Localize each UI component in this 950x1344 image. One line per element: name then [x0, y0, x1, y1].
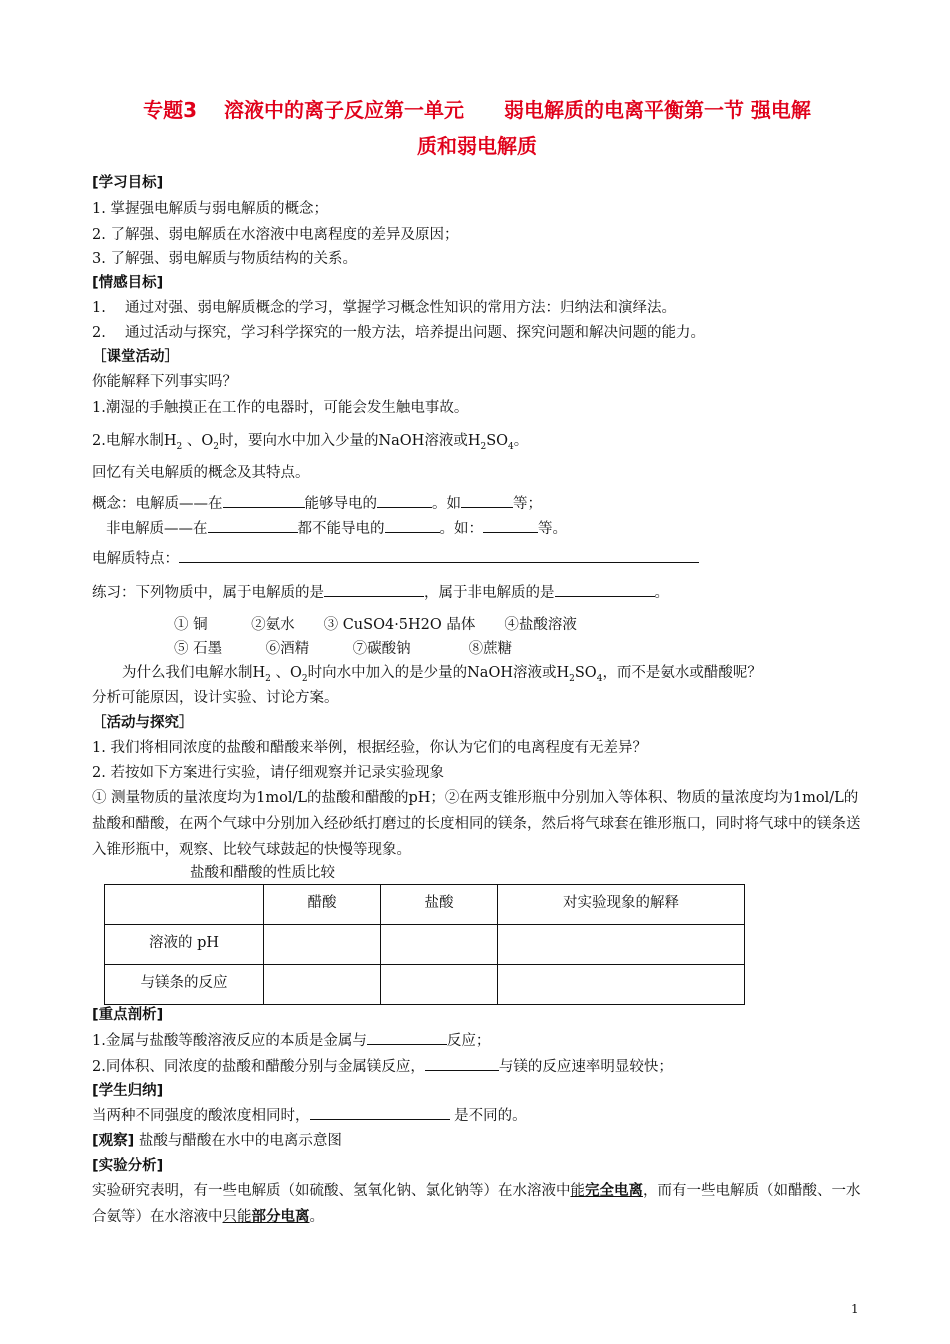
- goal-item-1: 1. 掌握强电解质与弱电解质的概念；: [92, 201, 328, 217]
- page-title: 专题3 溶液中的离子反应第一单元 弱电解质的电离平衡第一节 强电解: [143, 98, 811, 122]
- observe-line: [观察] 盐酸与醋酸在水中的电离示意图: [92, 1133, 342, 1149]
- table-header-row: [105, 885, 745, 925]
- summary-text: 当两种不同强度的酸浓度相同时， 是不同的。: [92, 1105, 527, 1127]
- page-number: 1: [851, 1302, 859, 1316]
- blank-faster-acid[interactable]: [425, 1056, 499, 1071]
- blank-substance[interactable]: [377, 493, 432, 508]
- substances-row-1: ① 铜 ②氨水 ③ CuSO4·5H2O 晶体 ④盐酸溶液: [174, 617, 577, 633]
- row-label-ph: 溶液的 pH: [105, 925, 264, 965]
- why-question: 为什么我们电解水制$H_2$ 、$O_2$时向水中加入的是少量的NaOH溶液或$H_2SO_4$，而不是氨水或醋酸呢？: [122, 665, 762, 684]
- emotion-item-1: 1. 通过对强、弱电解质概念的学习，掌握学习概念性知识的常用方法：归纳法和演绎法。: [92, 300, 676, 316]
- key-heading: [重点剖析]: [92, 1007, 164, 1023]
- blank-react-with[interactable]: [367, 1030, 447, 1045]
- cell-hcl-ph[interactable]: [381, 925, 498, 965]
- blank-condition[interactable]: [223, 493, 305, 508]
- exercise: 练习：下列物质中，属于电解质的是 ，属于非电解质的是 。: [92, 582, 669, 604]
- classroom-question: 你能解释下列事实吗？: [92, 374, 237, 390]
- cell-acetic-mg[interactable]: [264, 965, 381, 1005]
- blank-condition-2[interactable]: [208, 518, 298, 533]
- analyze-text: 分析可能原因，设计实验、讨论方案。: [92, 690, 339, 706]
- activity-heading: ［活动与探究］: [92, 715, 194, 731]
- emotion-item-2: 2. 通过活动与探究，学习科学探究的一般方法，培养提出问题、探究问题和解决问题的能力。: [92, 325, 705, 341]
- comparison-table: [104, 884, 745, 1005]
- goal-item-3: 3. 了解强、弱电解质与物质结构的关系。: [92, 251, 357, 267]
- complete-ionization: 完全电离: [585, 1182, 643, 1199]
- blank-feature[interactable]: [179, 548, 699, 563]
- table-header-hcl: 盐酸: [381, 885, 498, 925]
- fact-2: 2.电解水制$H_2$ 、$O_2$时，要向水中加入少量的NaOH溶液或$H_2SO_4$。: [92, 433, 529, 452]
- blank-summary[interactable]: [310, 1105, 450, 1120]
- page-title-continued: 质和弱电解质: [417, 134, 537, 158]
- electrolyte-feature: 电解质特点：: [92, 548, 699, 570]
- concept-nonelectrolyte: 非电解质——在 都不能导电的 。如： 等。: [106, 518, 567, 540]
- classroom-heading: ［课堂活动］: [92, 349, 179, 365]
- table-caption: 盐酸和醋酸的性质比较: [190, 865, 335, 881]
- key-point-1: 1.金属与盐酸等酸溶液反应的本质是金属与 反应；: [92, 1030, 490, 1052]
- blank-example-2[interactable]: [483, 518, 538, 533]
- blank-nonelectrolytes[interactable]: [555, 582, 655, 597]
- experiment-heading: [实验分析]: [92, 1158, 164, 1174]
- goal-item-2: 2. 了解强、弱电解质在水溶液中电离程度的差异及原因；: [92, 227, 459, 243]
- partial-ionization: 部分电离: [251, 1208, 310, 1225]
- experiment-text: 实验研究表明，有一些电解质（如硫酸、氢氧化钠、氯化钠等）在水溶液中能完全电离，而有一些电解质（如醋酸、一水合氨等）在水溶液中只能部分电离。: [92, 1182, 861, 1225]
- fact-1: 1.潮湿的手触摸正在工作的电器时，可能会发生触电事故。: [92, 400, 469, 416]
- activity-plan: ① 测量物质的量浓度均为1mol/L的盐酸和醋酸的pH；②在两支锥形瓶中分别加入等体积、物质的量浓度均为1mol/L的盐酸和醋酸，在两个气球中分别加入经砂纸打磨过的长度相同的镁条，然后将气球套在锥形瓶口，同时将气球中的镁条送入锥形瓶中，观察、比较气球鼓起的快慢等现象。: [92, 790, 861, 858]
- table-header-empty: [105, 885, 264, 925]
- row-label-mg: 与镁条的反应: [105, 965, 264, 1005]
- emotion-heading: [情感目标]: [92, 275, 164, 291]
- table-header-acetic: 醋酸: [264, 885, 381, 925]
- activity-q1: 1. 我们将相同浓度的盐酸和醋酸来举例，根据经验，你认为它们的电离程度有无差异？: [92, 740, 647, 756]
- key-point-2: 2.同体积、同浓度的盐酸和醋酸分别与金属镁反应， 与镁的反应速率明显较快；: [92, 1056, 673, 1078]
- table-row: [105, 925, 745, 965]
- blank-electrolytes[interactable]: [324, 582, 424, 597]
- summary-heading: [学生归纳]: [92, 1083, 164, 1099]
- cell-explain-mg[interactable]: [498, 965, 745, 1005]
- activity-q2: 2. 若按如下方案进行实验，请仔细观察并记录实验现象: [92, 765, 444, 781]
- table-header-explanation: 对实验现象的解释: [498, 885, 745, 925]
- cell-explain-ph[interactable]: [498, 925, 745, 965]
- cell-hcl-mg[interactable]: [381, 965, 498, 1005]
- blank-substance-2[interactable]: [385, 518, 440, 533]
- cell-acetic-ph[interactable]: [264, 925, 381, 965]
- concept-electrolyte: 概念：电解质——在 能够导电的 。如 等；: [92, 493, 542, 515]
- observe-heading: [观察]: [92, 1133, 135, 1149]
- recall-text: 回忆有关电解质的概念及其特点。: [92, 465, 310, 481]
- goals-heading: [学习目标]: [92, 175, 164, 191]
- substances-row-2: ⑤ 石墨 ⑥酒精 ⑦碳酸钠 ⑧蔗糖: [174, 641, 513, 657]
- blank-example[interactable]: [461, 493, 513, 508]
- table-row: [105, 965, 745, 1005]
